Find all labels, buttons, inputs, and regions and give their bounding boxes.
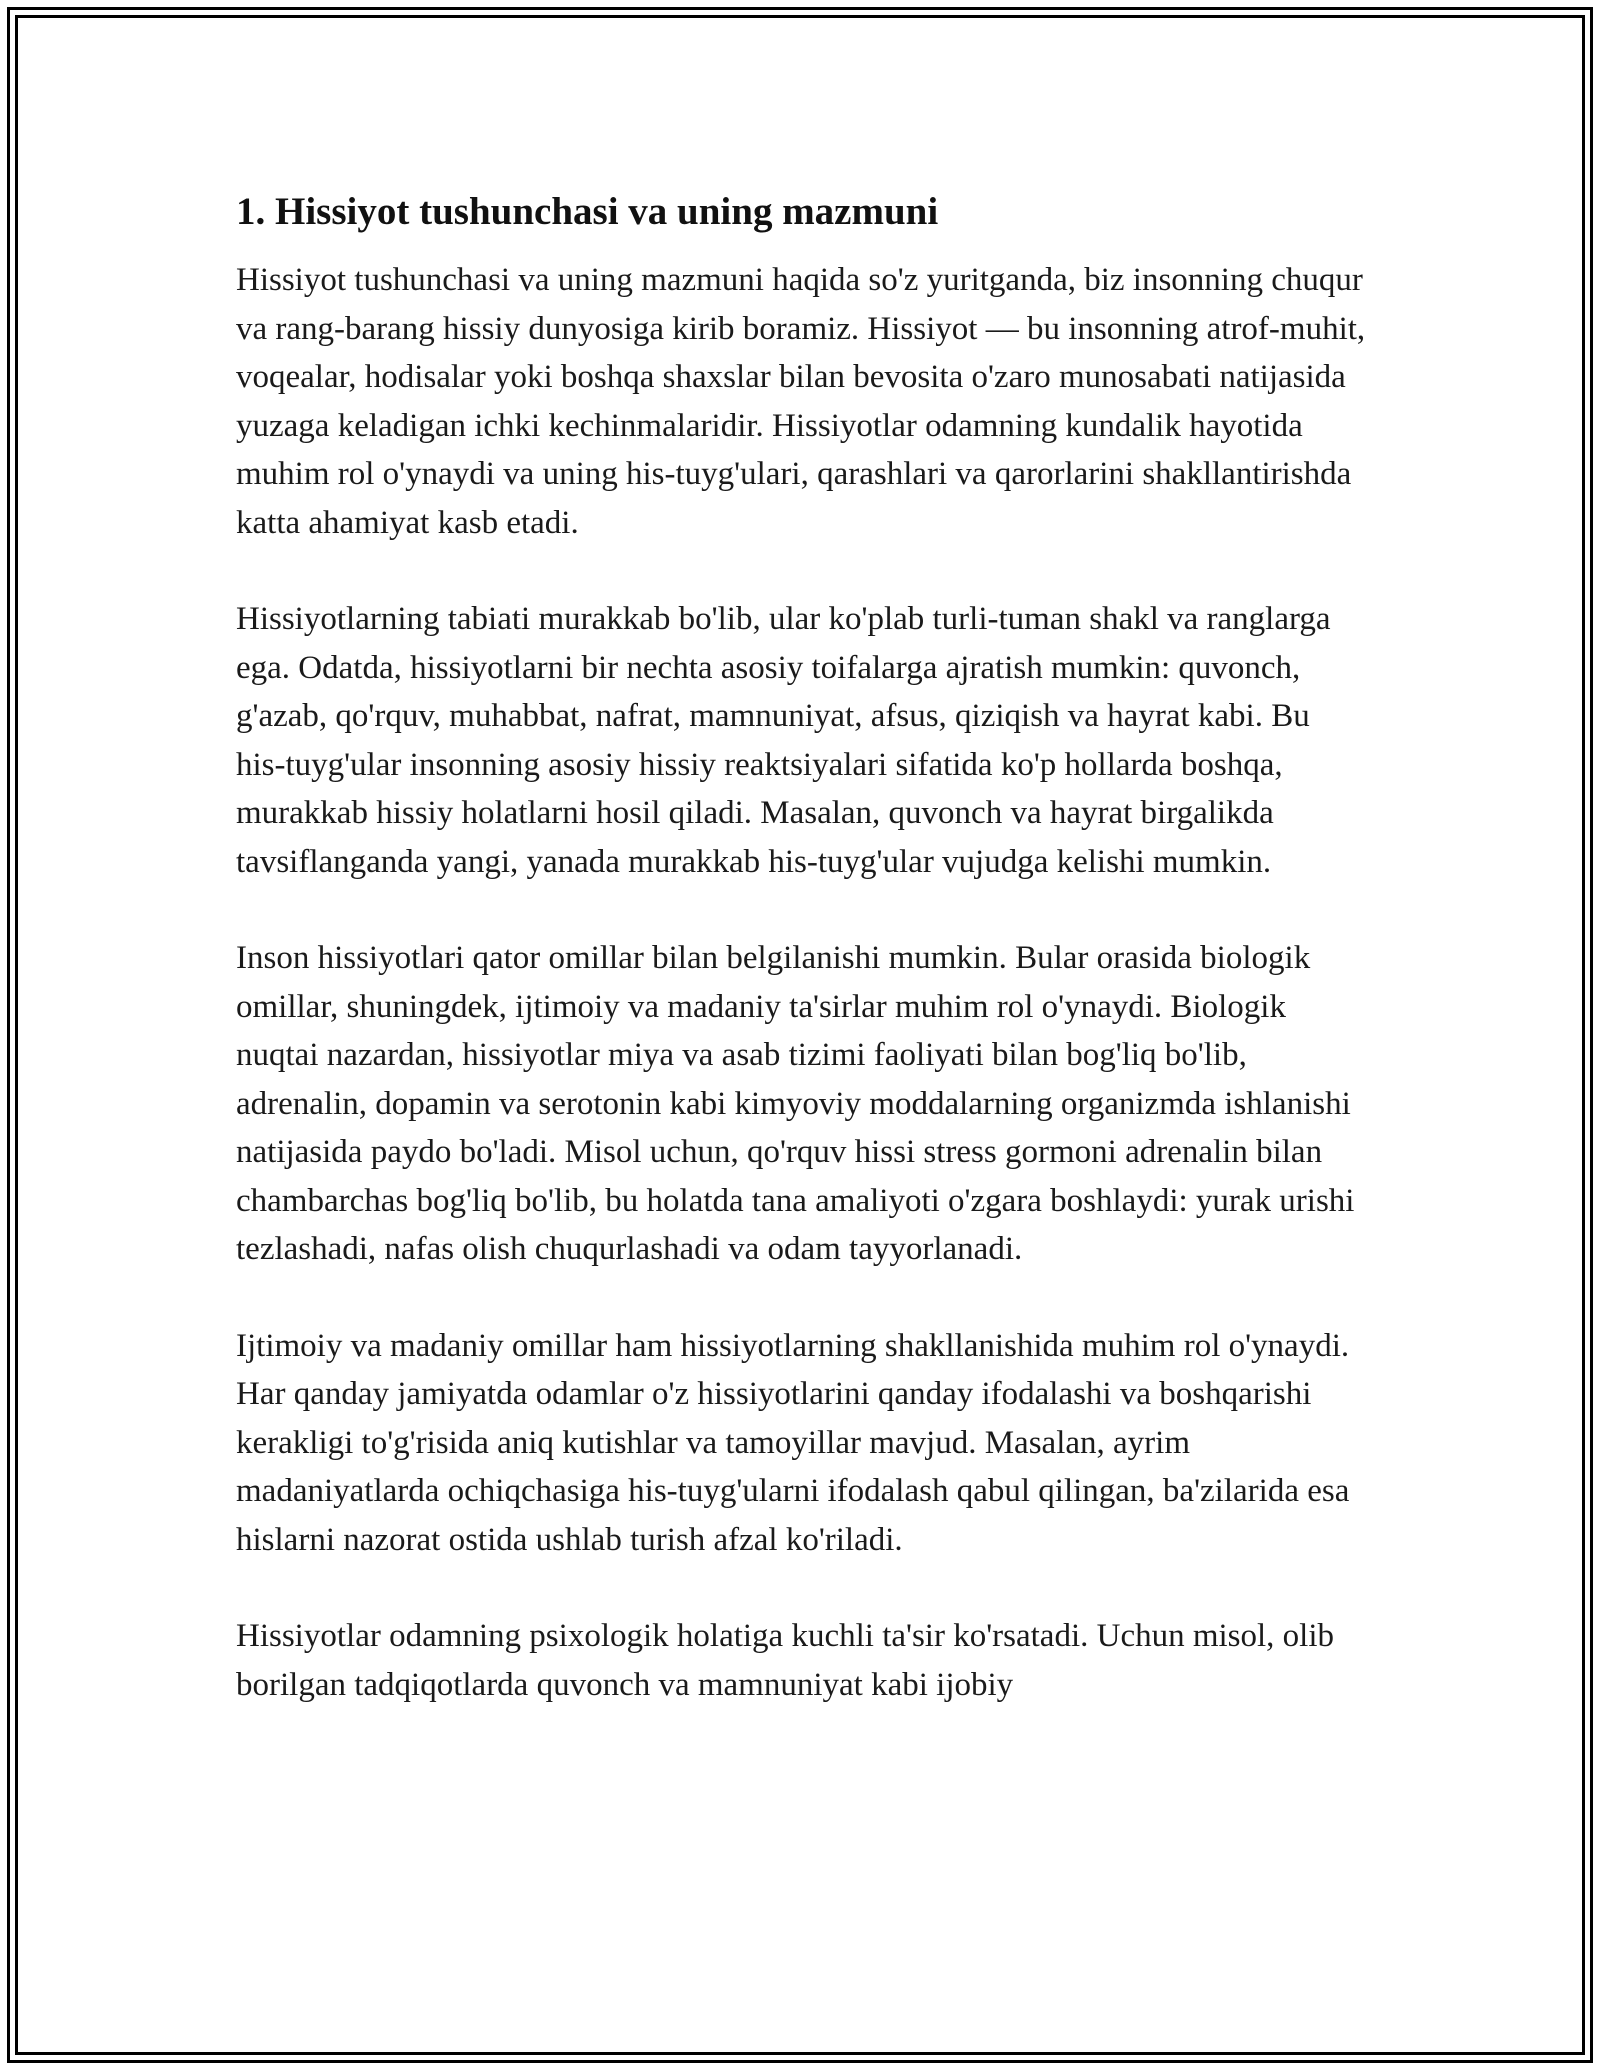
paragraph-5: Hissiyotlar odamning psixologik holatiga kuchli ta'sir ko'rsatadi. Uchun misol, olib borilgan tadqiqotlarda quvonch va mamnuniyat kabi ijobiy xyxy=(236,1618,1335,1703)
paragraph-3: Inson hissiyotlari qator omillar bilan belgilanishi mumkin. Bular orasida biologik omillar, shuningdek, ijtimoiy va madaniy ta'sirlar muhim rol o'ynaydi. Biologik nuqtai nazardan, hissiyotlar miya va asab tizimi faoliyati bilan bog'liq bo'lib, adrenalin, dopamin va serotonin kabi kimyoviy moddalarning organizmda ishlanishi natijasida paydo bo'ladi. Misol uchun, qo'rquv hissi stress gormoni adrenalin bilan chambarchas bog'liq bo'lib, bu holatda tana amaliyoti o'zgara boshlaydi: yurak urishi tezlashadi, nafas olish chuqurlashadi va odam tayyorlanadi. xyxy=(236,940,1355,1267)
paragraph-4: Ijtimoiy va madaniy omillar ham hissiyotlarning shakllanishida muhim rol o'ynaydi. Har qanday jamiyatda odamlar o'z hissiyotlarini qanday ifodalashi va boshqarishi kerakligi to'g'risida aniq kutishlar va tamoyillar mavjud. Masalan, ayrim madaniyatlarda ochiqchasiga his-tuyg'ularni ifodalash qabul qilingan, ba'zilarida esa hislarni nazorat ostida ushlab turish afzal ko'riladi. xyxy=(236,1327,1350,1558)
paragraph-1: Hissiyot tushunchasi va uning mazmuni haqida so'z yuritganda, biz insonning chuqur va rang-barang hissiy dunyosiga kirib boramiz. Hissiyot — bu insonning atrof-muhit, voqealar, hodisalar yoki boshqa shaxslar bilan bevosita o'zaro munosabati natijasida yuzaga keladigan ichki kechinmalaridir. Hissiyotlar odamning kundalik hayotida muhim rol o'ynaydi va uning his-tuyg'ulari, qarashlari va qarorlarini shakllantirishda katta ahamiyat kasb etadi. xyxy=(236,262,1366,541)
paragraph-2: Hissiyotlarning tabiati murakkab bo'lib, ular ko'plab turli-tuman shakl va ranglarga ega. Odatda, hissiyotlarni bir nechta asosiy toifalarga ajratish mumkin: quvonch, g'azab, qo'rquv, muhabbat, nafrat, mamnuniyat, afsus, qiziqish va hayrat kabi. Bu his-tuyg'ular insonning asosiy hissiy reaktsiyalari sifatida ko'p hollarda boshqa, murakkab hissiy holatlarni hosil qiladi. Masalan, quvonch va hayrat birgalikda tavsiflanganda yangi, yanada murakkab his-tuyg'ular vujudga kelishi mumkin. xyxy=(236,601,1331,880)
document-body xyxy=(236,188,1366,1757)
section-heading: 1. Hissiyot tushunchasi va uning mazmuni xyxy=(236,190,939,233)
